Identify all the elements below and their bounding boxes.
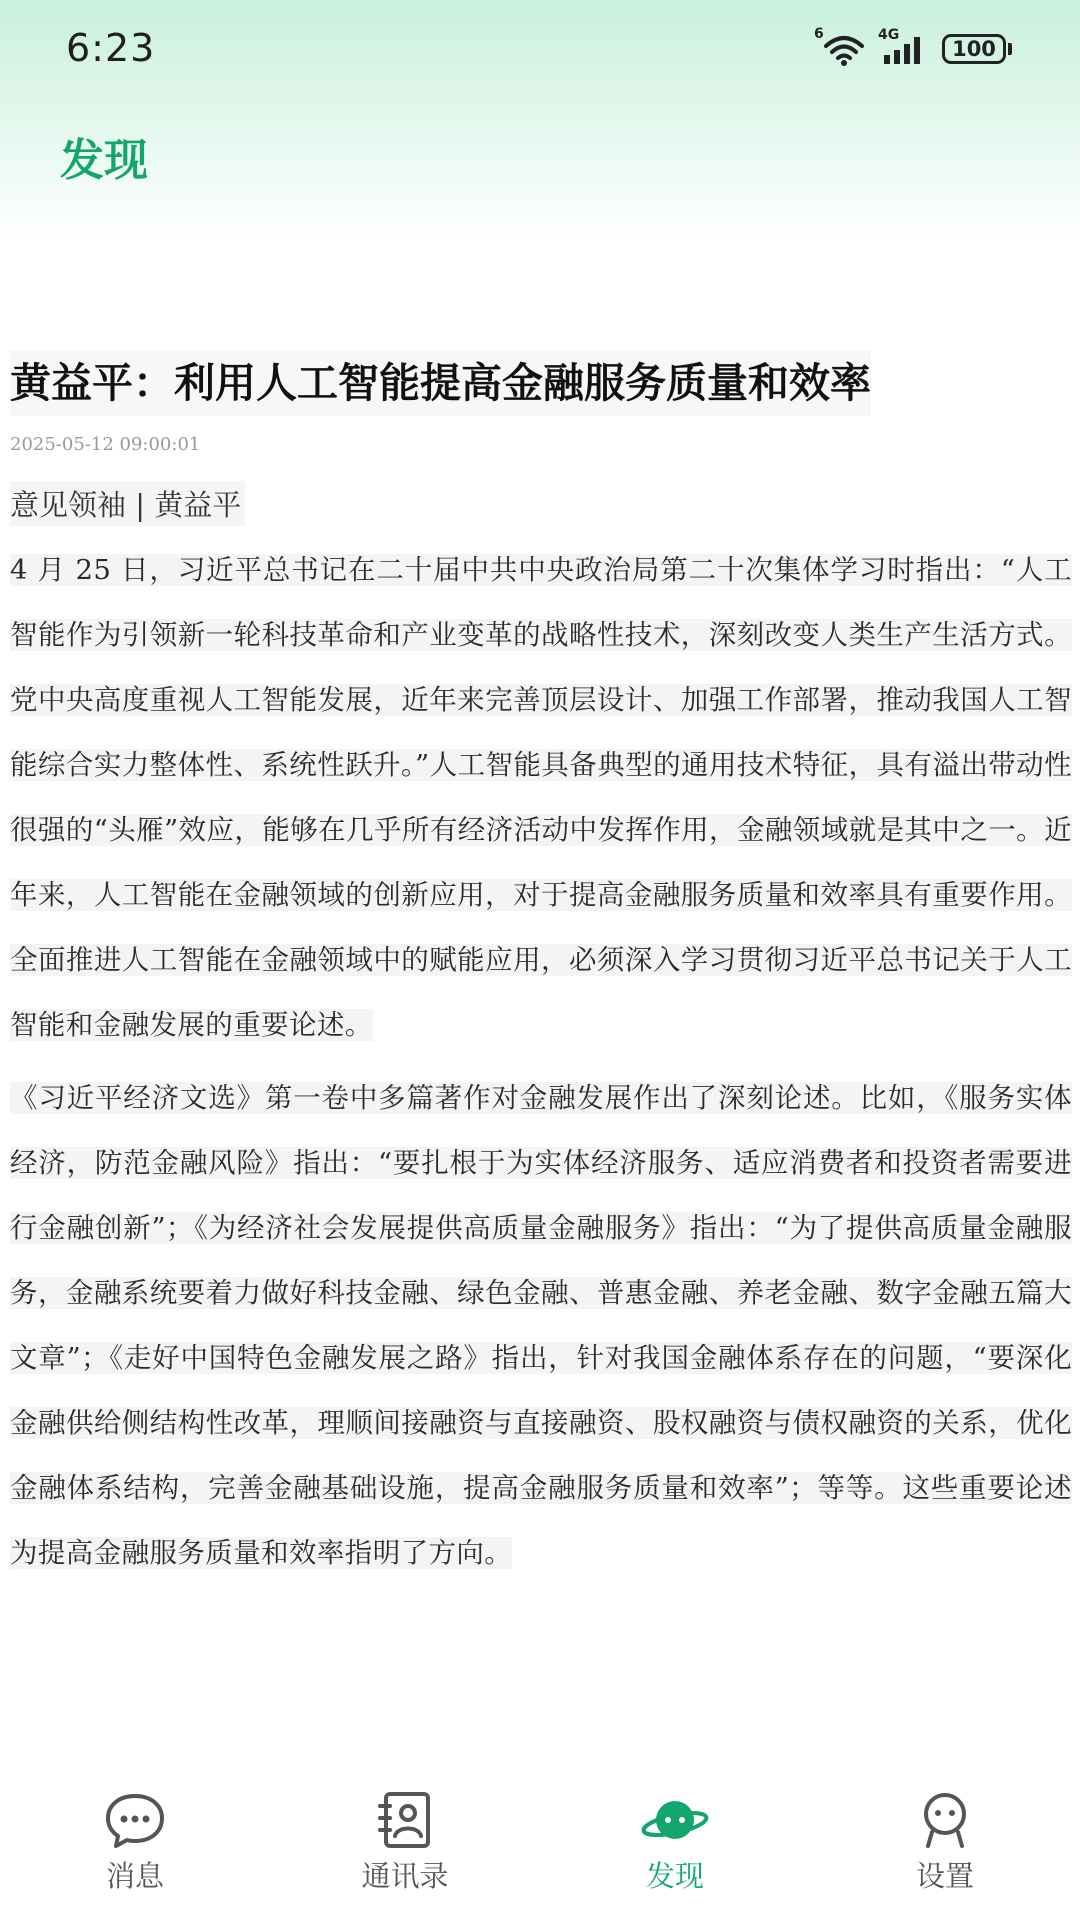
article-paragraph — [0, 538, 1080, 1058]
tab-messages-label: 消息 — [105, 1859, 164, 1893]
contacts-icon — [370, 1790, 440, 1850]
signal-icon — [878, 27, 928, 65]
article-date: 2025-05-12 09:00:01 — [10, 434, 201, 455]
network-type-label: 4G — [878, 27, 900, 43]
tab-contacts[interactable] — [270, 1770, 540, 1920]
tab-messages[interactable] — [0, 1770, 270, 1920]
article — [0, 350, 1080, 1586]
chat-bubble-icon — [100, 1790, 170, 1850]
status-time: 6:23 — [66, 26, 156, 70]
article-byline: 意见领袖 | 黄益平 — [10, 481, 245, 526]
status-icons — [814, 26, 1012, 66]
planet-icon — [640, 1790, 710, 1850]
tab-settings-label: 设置 — [915, 1859, 974, 1893]
tab-settings[interactable] — [810, 1770, 1080, 1920]
battery-tip — [1008, 43, 1012, 55]
article-title: 黄益平：利用人工智能提高金融服务质量和效率 — [10, 350, 871, 416]
person-icon — [910, 1790, 980, 1850]
battery-level: 100 — [942, 34, 1006, 64]
battery-icon — [942, 34, 1012, 64]
tab-discover[interactable] — [540, 1770, 810, 1920]
status-bar — [0, 0, 1080, 100]
bottom-tab-bar — [0, 1770, 1080, 1920]
tab-contacts-label: 通讯录 — [361, 1859, 449, 1893]
article-paragraph-text: 《习近平经济文选》第一卷中多篇著作对金融发展作出了深刻论述。比如，《服务实体经济，防范金融风险》指出：“要扎根于为实体经济服务、适应消费者和投资者需要进行金融创新”；《为经济社会发展提供高质量金融服务》指出：“为了提供高质量金融服务，金融系统要着力做好科技金融、绿色金融、普惠金融、养老金融、数字金融五篇大文章”；《走好中国特色金融发展之路》指出，针对我国金融体系存在的问题，“要深化金融供给侧结构性改革，理顺间接融资与直接融资、股权融资与债权融资的关系，优化金融体系结构，完善金融基础设施，提高金融服务质量和效率”；等等。这些重要论述为提高金融服务质量和效率指明了方向。 — [10, 1082, 1072, 1569]
page-title: 发现 — [60, 135, 148, 186]
tab-discover-label: 发现 — [645, 1859, 704, 1893]
article-paragraph — [0, 1066, 1080, 1586]
article-paragraph-text: 4 月 25 日，习近平总书记在二十届中共中央政治局第二十次集体学习时指出：“人工智能作为引领新一轮科技革命和产业变革的战略性技术，深刻改变人类生产生活方式。党中央高度重视人工智能发展，近年来完善顶层设计、加强工作部署，推动我国人工智能综合实力整体性、系统性跃升。”人工智能具备典型的通用技术特征，具有溢出带动性很强的“头雁”效应，能够在几乎所有经济活动中发挥作用，金融领域就是其中之一。近年来，人工智能在金融领域的创新应用，对于提高金融服务质量和效率具有重要作用。全面推进人工智能在金融领域中的赋能应用，必须深入学习贯彻习近平总书记关于人工智能和金融发展的重要论述。 — [10, 554, 1072, 1041]
wifi-icon — [814, 26, 868, 66]
wifi-label: 6 — [814, 26, 824, 42]
